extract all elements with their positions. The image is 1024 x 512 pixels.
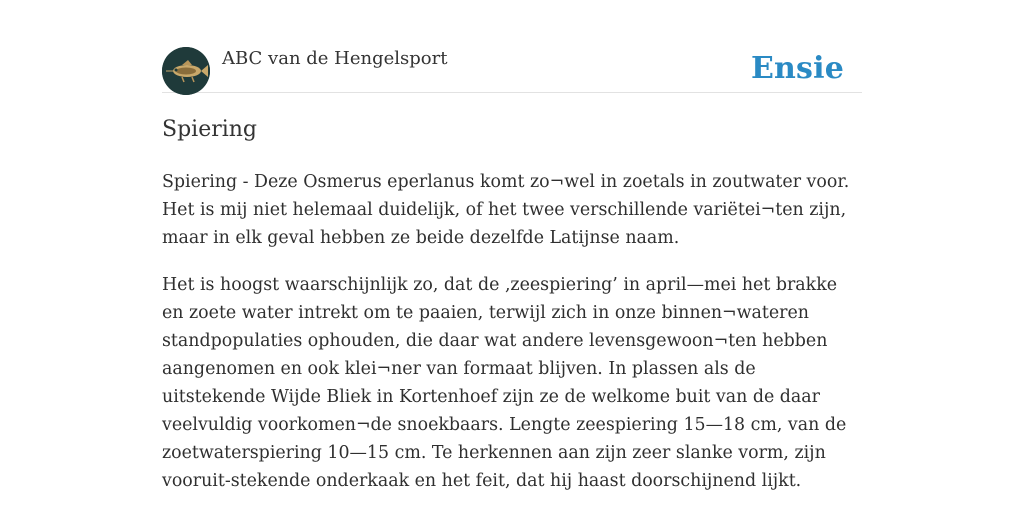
article-paragraph: Spiering - Deze Osmerus eperlanus komt zo¬wel in zoetals in zoutwater voor. Het is mij niet helemaal duidelijk, of het twee verschillende variëtei¬ten zijn, maar in elk geval hebben ze beide dezelfde Latijnse naam. (162, 172, 850, 248)
fish-icon (162, 47, 210, 95)
source-avatar[interactable] (162, 47, 210, 95)
page-title: Spiering (162, 117, 258, 142)
source-name[interactable]: ABC van de Hengelsport (222, 48, 448, 69)
article-paragraph: Het is hoogst waarschijnlijk zo, dat de ‚zeespiering’ in april—mei het brakke en zoete water intrekt om te paaien, terwijl zich in onze binnen¬wateren standpopulaties ophouden, die daar wat andere levensgewoon¬ten hebben aangenomen en ook klei¬ner van formaat blijven. In plassen als de uitstekende Wijde Bliek in Kortenhoef zijn ze de welkome buit van de daar veelvuldig voorkomen¬de snoekbaars. Lengte zeespiering 15—18 cm, van de zoetwaterspiering 10—15 cm. Te herkennen aan zijn zeer slanke vorm, zijn vooruit-stekende onderkaak en het feit, dat hij haast doorschijnend lijkt. (162, 275, 847, 491)
article-body (162, 168, 864, 512)
source-header (162, 46, 862, 93)
ensie-logo[interactable]: Ensie (750, 51, 844, 86)
